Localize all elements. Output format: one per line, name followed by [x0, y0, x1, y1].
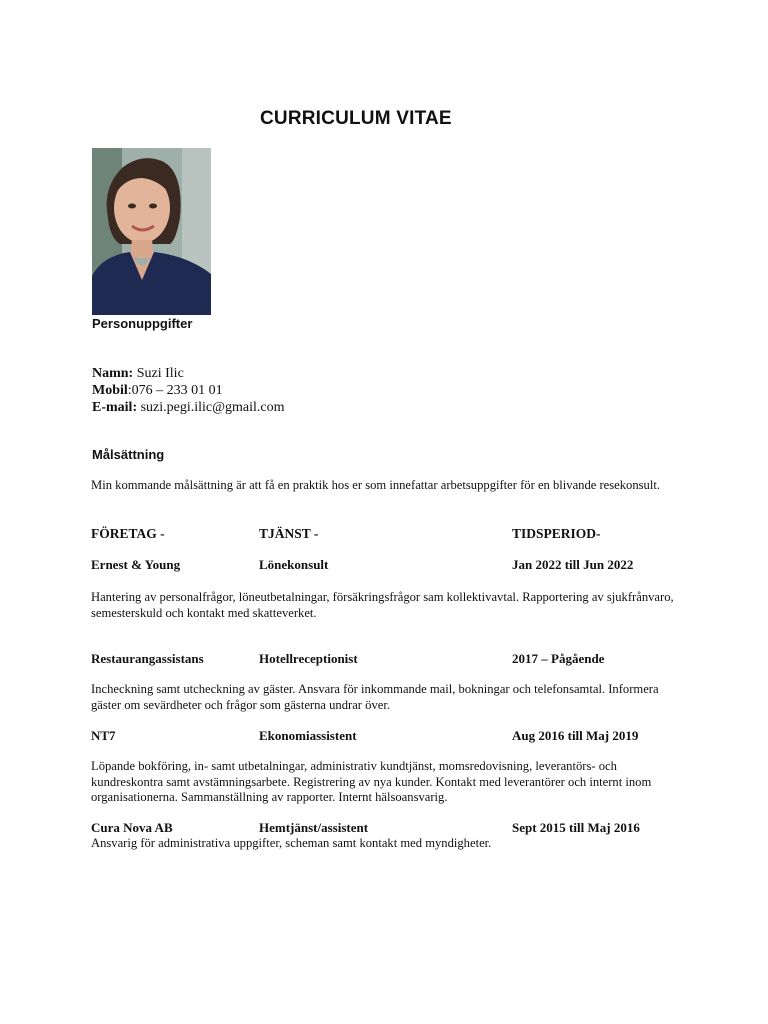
- header-role: TJÄNST -: [259, 526, 319, 541]
- phone-line: [92, 382, 223, 399]
- job-description-4: Ansvarig för administrativa uppgifter, scheman samt kontakt med myndigheter.: [91, 836, 492, 850]
- profile-photo: [92, 148, 211, 315]
- job-period: Aug 2016 till Maj 2019: [512, 728, 639, 743]
- header-company: FÖRETAG -: [91, 526, 165, 541]
- job-period: Jan 2022 till Jun 2022: [512, 557, 634, 572]
- job-role: Ekonomiassistent: [259, 728, 357, 743]
- objective-heading: Målsättning: [92, 447, 165, 462]
- job-company: NT7: [91, 728, 116, 743]
- job-role: Hotellreceptionist: [259, 651, 358, 666]
- job-description-3: Löpande bokföring, in- samt utbetalningar, administrativ kundtjänst, momsredovisning, leverantörs- och kundreskontra samt avstämningsarbete. Registrering av nya kunder. Kontakt med leverantörer och internt inom organisationerna. Sammanställning av rapporter. Internt hälsoansvarig.: [91, 759, 652, 804]
- objective-text: Min kommande målsättning är att få en praktik hos er som innefattar arbetsuppgifter för en blivande resekonsult.: [91, 478, 661, 492]
- personal-info-heading: Personuppgifter: [92, 316, 193, 331]
- job-period: 2017 – Pågående: [512, 651, 605, 666]
- email-value: suzi.pegi.ilic@gmail.com: [140, 400, 285, 415]
- job-company: Cura Nova AB: [91, 820, 173, 835]
- name-value: Suzi Ilic: [136, 366, 184, 381]
- email-label: E-mail:: [92, 400, 138, 415]
- email-line: [92, 399, 285, 416]
- job-role: Hemtjänst/assistent: [259, 820, 369, 835]
- name-label: Namn:: [92, 366, 134, 381]
- page-title: CURRICULUM VITAE: [260, 108, 452, 129]
- job-description-2: Incheckning samt utcheckning av gäster. Ansvara för inkommande mail, bokningar och telefonsamtal. Informera gäster om sevärdheter och frågor som gästerna undrar över.: [91, 682, 659, 712]
- job-role: Lönekonsult: [259, 557, 329, 572]
- phone-value: :076 – 233 01 01: [127, 383, 223, 398]
- name-line: [92, 365, 184, 382]
- job-company: Restaurangassistans: [91, 651, 204, 666]
- phone-label: Mobil: [92, 383, 128, 398]
- job-period: Sept 2015 till Maj 2016: [512, 820, 640, 835]
- job-description-1: Hantering av personalfrågor, löneutbetalningar, försäkringsfrågor sam kollektivavtal. Rapportering av sjukfrånvaro, semesterskuld och kontakt med skatteverket.: [91, 590, 674, 620]
- header-period: TIDSPERIOD-: [512, 526, 601, 541]
- job-company: Ernest & Young: [91, 557, 181, 572]
